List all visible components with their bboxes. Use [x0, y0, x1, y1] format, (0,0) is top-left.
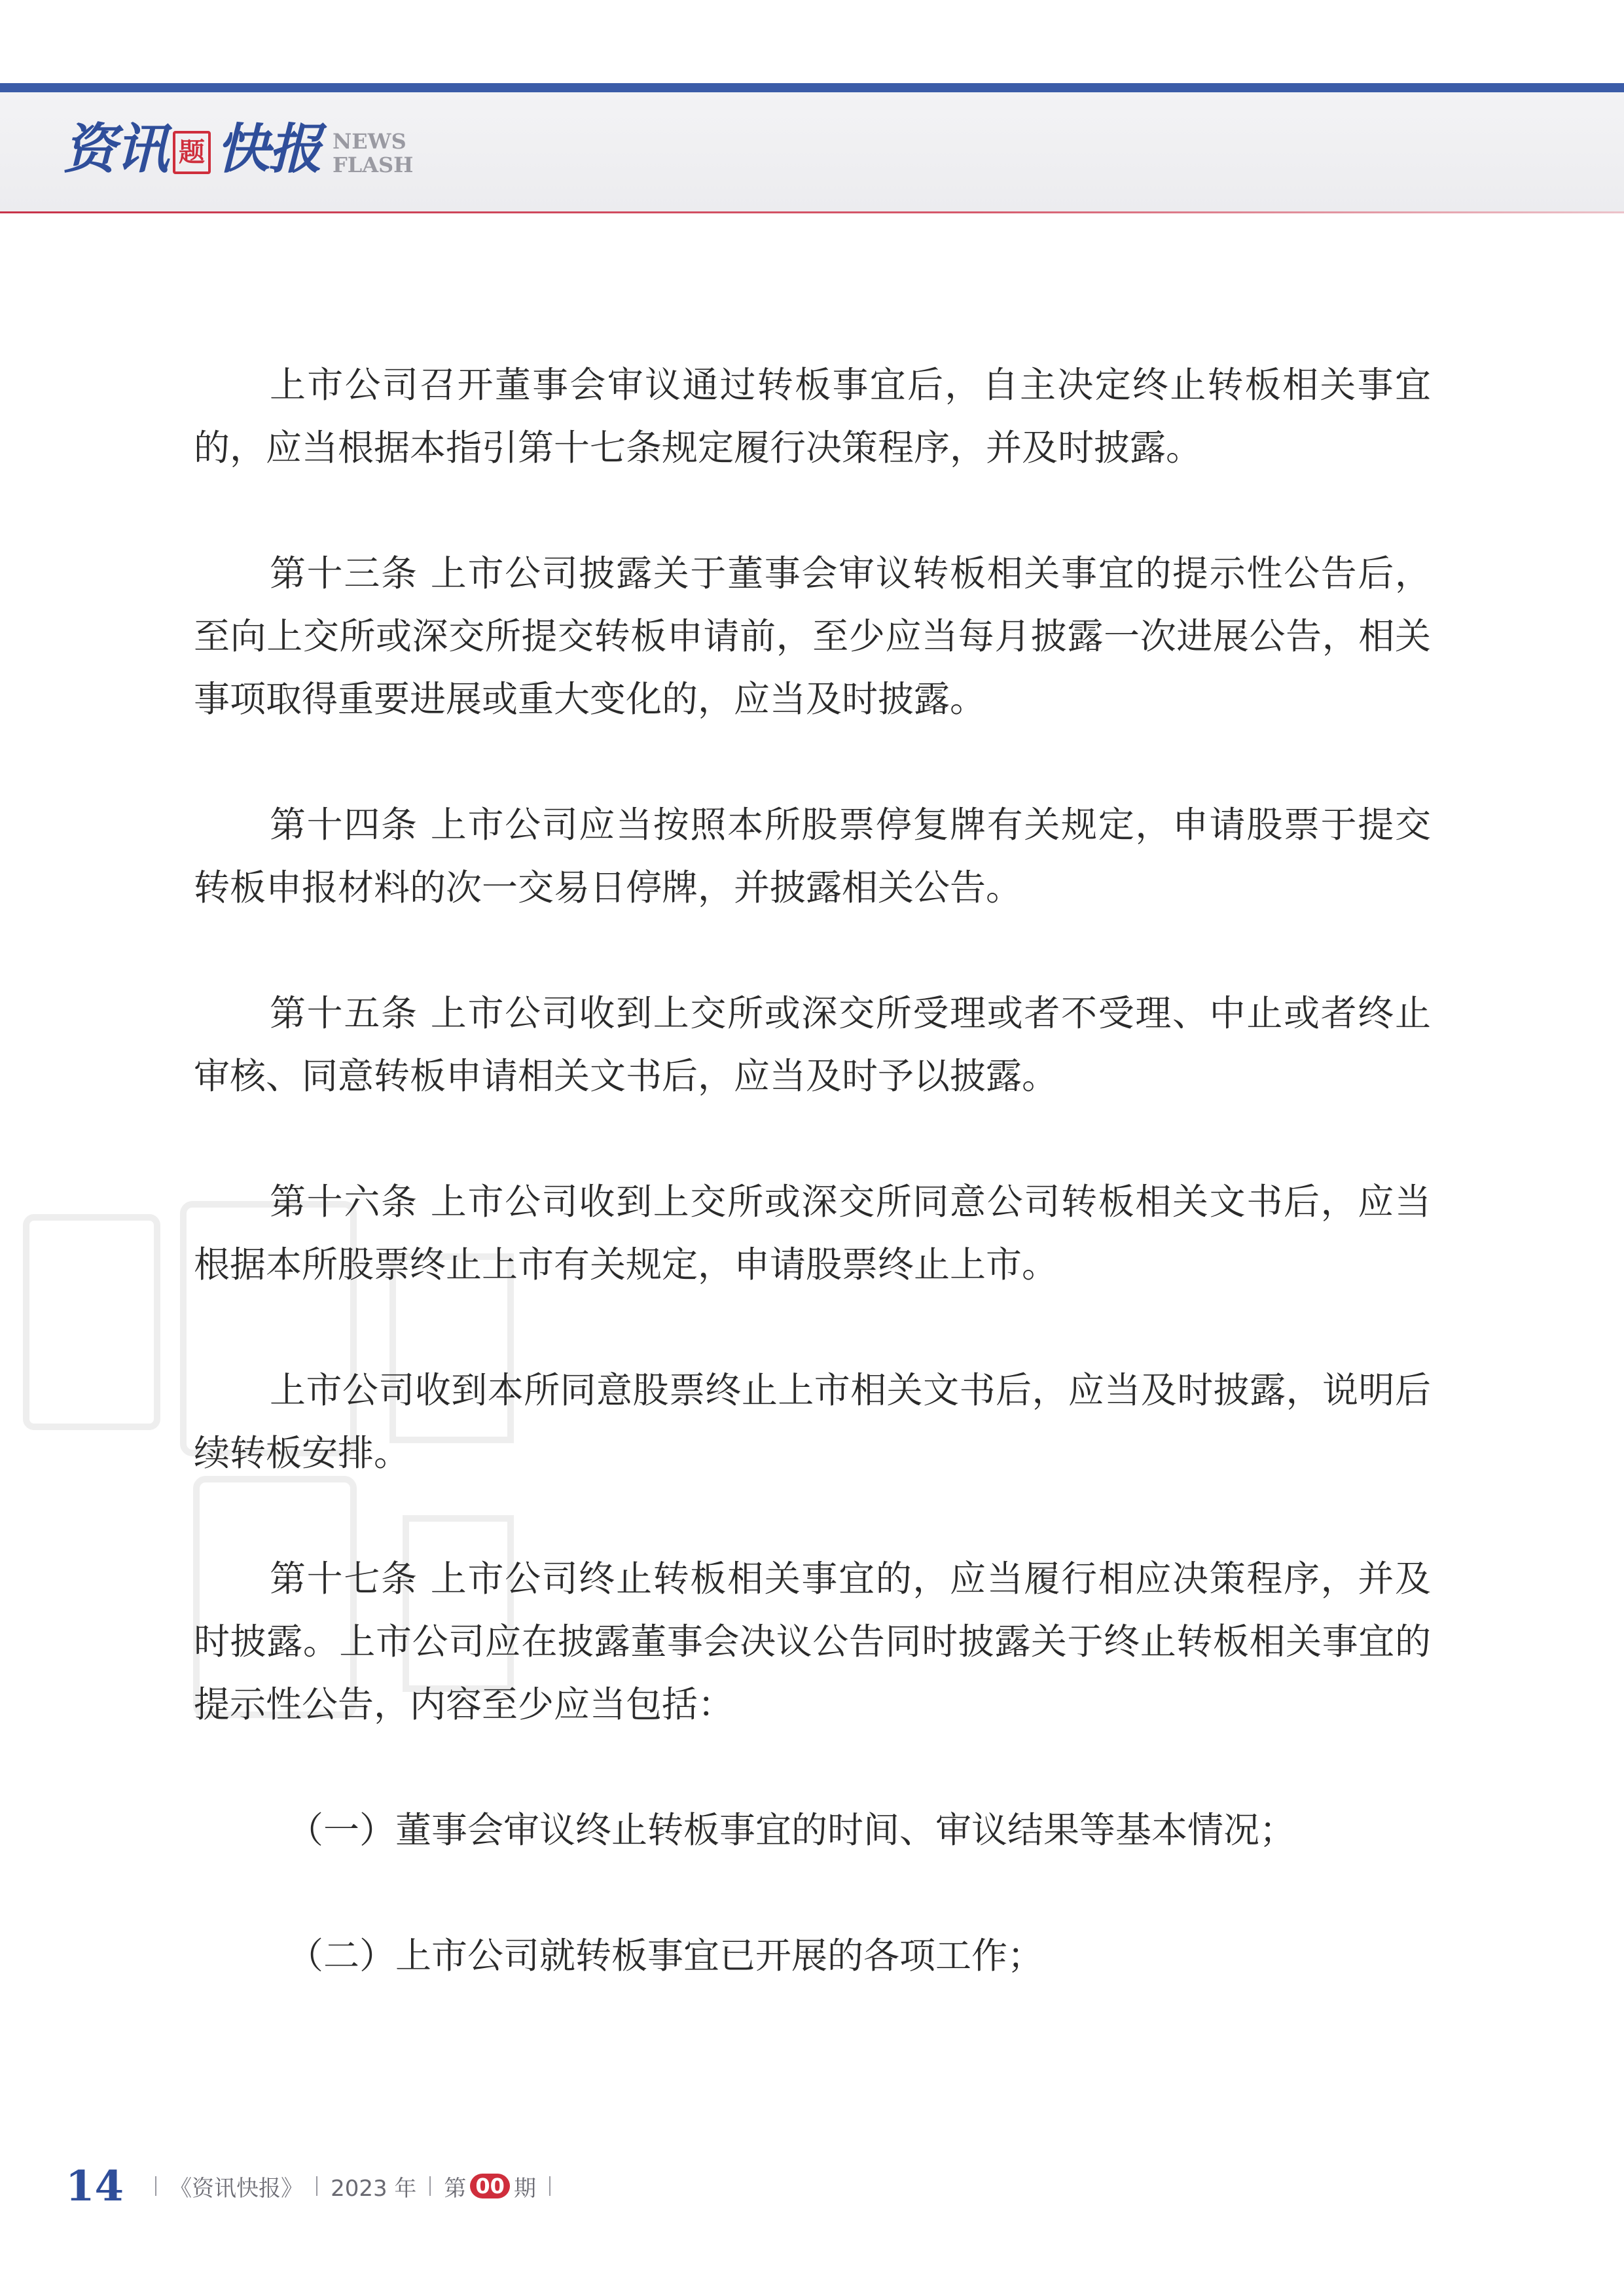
footer-divider [155, 2176, 156, 2196]
footer-year: 2023 年 [331, 2175, 417, 2202]
masthead-subtitle-line1: NEWS [333, 129, 406, 154]
footer-issue-number: 00 [470, 2174, 510, 2198]
masthead-title-right: 快报 [216, 118, 321, 181]
footer-publication: 《资讯快报》 [170, 2175, 304, 2202]
masthead-title-left: 资讯 [63, 118, 168, 181]
page-number: 14 [65, 2161, 124, 2211]
paragraph: 第十四条 上市公司应当按照本所股票停复牌有关规定，申请股票于提交转板申报材料的次一交易日停牌，并披露相关公告。 [194, 804, 1431, 908]
masthead [63, 110, 413, 188]
page-footer [65, 2160, 564, 2212]
masthead-subtitle-line2: FLASH [333, 152, 414, 177]
paragraph: 第十三条 上市公司披露关于董事会审议转板相关事宜的提示性公告后，至向上交所或深交所提交转板申请前，至少应当每月披露一次进展公告，相关事项取得重要进展或重大变化的，应当及时披露。 [194, 552, 1431, 720]
seal-icon: 题 [173, 131, 211, 174]
article-body [194, 353, 1431, 2050]
paragraph: 第十五条 上市公司收到上交所或深交所受理或者不受理、中止或者终止审核、同意转板申请相关文书后，应当及时予以披露。 [194, 992, 1431, 1097]
footer-divider [549, 2176, 550, 2196]
paragraph: 上市公司收到本所同意股票终止上市相关文书后，应当及时披露，说明后续转板安排。 [194, 1369, 1431, 1474]
paragraph: 第十六条 上市公司收到上交所或深交所同意公司转板相关文书后，应当根据本所股票终止上市有关规定，申请股票终止上市。 [194, 1181, 1431, 1285]
masthead-subtitle [333, 130, 413, 177]
footer-issue-suffix: 期 [513, 2175, 536, 2202]
paragraph: 上市公司召开董事会审议通过转板事宜后，自主决定终止转板相关事宜的，应当根据本指引第十七条规定履行决策程序，并及时披露。 [194, 364, 1431, 469]
paragraph: 第十七条 上市公司终止转板相关事宜的，应当履行相应决策程序，并及时披露。上市公司应在披露董事会决议公告同时披露关于终止转板相关事宜的提示性公告，内容至少应当包括： [194, 1558, 1431, 1725]
footer-divider [316, 2176, 317, 2196]
header-rule [0, 211, 1624, 213]
list-item: （一）董事会审议终止转板事宜的时间、审议结果等基本情况； [287, 1809, 1296, 1851]
list-item: （二）上市公司就转板事宜已开展的各项工作； [287, 1935, 1044, 1977]
header-top-bar [0, 83, 1624, 92]
footer-divider [429, 2176, 431, 2196]
footer-issue-prefix: 第 [444, 2175, 467, 2202]
